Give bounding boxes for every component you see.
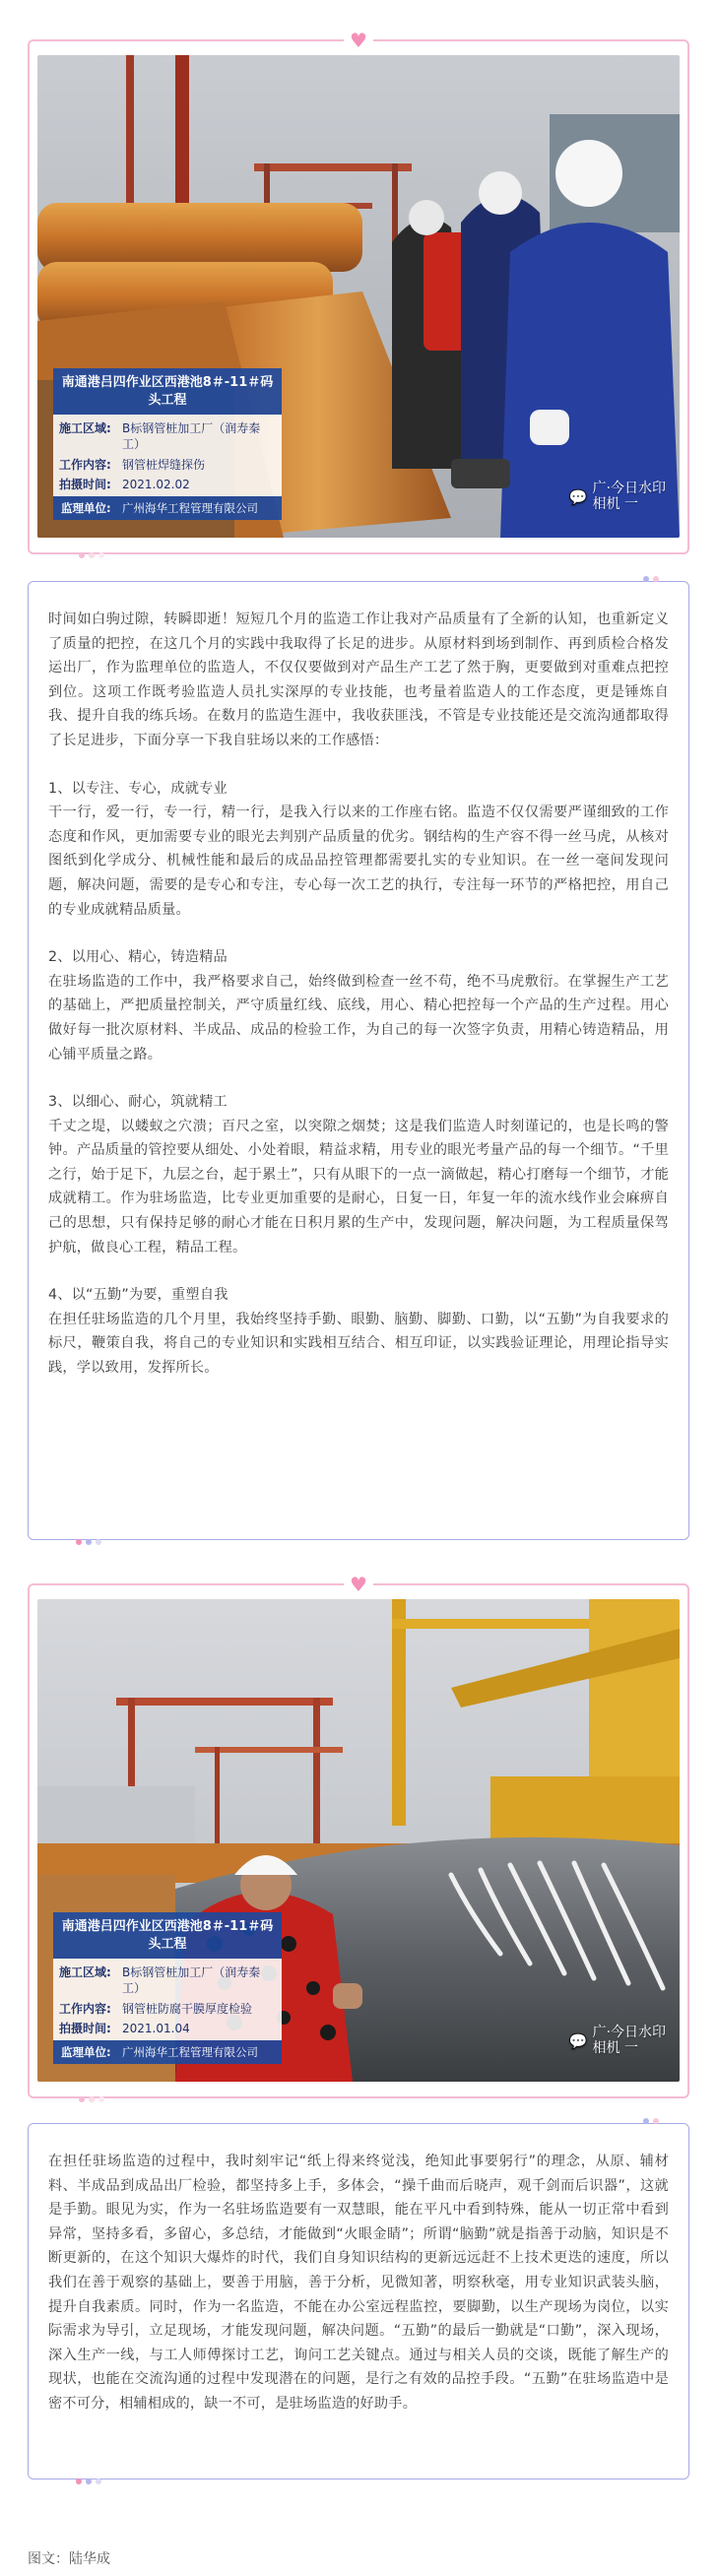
- section-body-4: 在担任驻场监造的几个月里，我始终坚持手勤、眼勤、脑勤、脚勤、口勤，以“五勤”为自我要求的标尺，鞭策自我，将自己的专业知识和实践相互结合、相互印证，以实践验证理论，用理论指导实践，学以致用，发挥所长。: [48, 1311, 669, 1377]
- caption-row-date: [59, 2019, 276, 2038]
- caption-row-area: [59, 419, 276, 454]
- section-heading-4: 4、以“五勤”为要，重塑自我: [48, 1287, 228, 1304]
- photo-weld-inspection: [37, 55, 680, 538]
- camera-watermark: [569, 2026, 666, 2056]
- caption-label: 工作内容:: [59, 457, 111, 472]
- photo-frame-2: [28, 1573, 689, 2098]
- decor-dots: [643, 576, 659, 582]
- caption-title: 南通港吕四作业区西港池8＃-11＃码头工程: [53, 368, 282, 415]
- section-body-2: 在驻场监造的工作中，我严格要求自己，始终做到检查一丝不苟，绝不马虎敷衍。在掌握生产工艺的基础上，严把质量控制关，严守质量红线、底线，用心、精心把控每一个产品的生产过程。用心做好每一批次原材料、半成品、成品的检验工作，为自己的每一次签字负责，用精心铸造精品，用心铺平质量之路。: [48, 973, 669, 1063]
- caption-row-area: [59, 1963, 276, 1998]
- intro-paragraph: 时间如白驹过隙，转瞬即逝！短短几个月的监造工作让我对产品质量有了全新的认知，也重新定义了质量的把控，在这几个月的实践中我取得了长足的进步。从原材料到场到制作、再到质检合格发运出厂，作为监理单位的监造人，不仅仅要做到对产品生产工艺了然于胸，更要做到对重难点把控到位。这项工作既考验监造人员扎实深厚的专业技能，也考量着监造人的工作态度，更是锤炼自我、提升自我的练兵场。在数月的监造生涯中，我收获匪浅，不管是专业技能还是交流沟通都取得了长足进步，下面分享一下我自驻场以来的工作感悟：: [48, 612, 669, 748]
- caption-row-task: [59, 1999, 276, 2019]
- decor-dots: [643, 2118, 659, 2124]
- decor-dots: [76, 2479, 101, 2484]
- article-section-1: [28, 581, 689, 1540]
- section-body-1: 干一行，爱一行，专一行，精一行，是我入行以来的工作座右铭。监造不仅仅需要严谨细致的工作态度和作风，更加需要专业的眼光去判别产品质量的优劣。钢结构的生产容不得一丝马虎，从核对图纸到化学成分、机械性能和最后的成品品控管理都需要扎实的专业知识。在一丝一毫间发现问题，解决问题，需要的是专心和专注，专心每一次工艺的执行，专注每一环节的严格把控，用自己的专业成就精品质量。: [48, 805, 669, 918]
- caption-label: 监理单位:: [61, 501, 111, 515]
- chat-bubble-icon: 💬: [568, 487, 588, 506]
- caption-title: 南通港吕四作业区西港池8＃-11＃码头工程: [53, 1912, 282, 1959]
- caption-value: B标钢管桩加工厂（润寿秦工）: [122, 1965, 261, 1996]
- section-body-3: 千丈之堤，以蝼蚁之穴溃；百尺之室，以突隙之烟焚；这是我们监造人时刻谨记的，也是长鸣的警钟。产品质量的管控要从细处、小处着眼，精益求精，用专业的眼光考量产品的每一个细节。“千里之行，始于足下，九层之台，起于累土”，只有从眼下的一点一滴做起，精心打磨每一个细节，才能成就精工。作为驻场监造，比专业更加重要的是耐心，日复一日，年复一年的流水线作业会麻痹自己的思想，只有保持足够的耐心才能在日积月累的生产中，发现问题，解决问题，为工程质量保驾护航，做良心工程，精品工程。: [48, 1118, 669, 1256]
- caption-value: 钢管桩焊缝探伤: [122, 457, 206, 472]
- decor-dots: [76, 1539, 101, 1545]
- section-heading-3: 3、以细心、耐心，筑就精工: [48, 1094, 228, 1111]
- caption-value: 2021.01.04: [122, 2021, 190, 2035]
- chat-bubble-icon: 💬: [568, 2031, 588, 2050]
- decor-dots: [79, 2096, 104, 2102]
- caption-label: 工作内容:: [59, 2001, 111, 2016]
- photo-coating-inspection: [37, 1599, 680, 2082]
- caption-label: 拍摄时间:: [59, 477, 111, 491]
- photo-caption-1: [53, 368, 282, 520]
- caption-value: 2021.02.02: [122, 477, 190, 491]
- five-diligence-paragraph: 在担任驻场监造的过程中，我时刻牢记“纸上得来终觉浅，绝知此事要躬行”的理念，从原、辅材料、半成品到成品出厂检验，都坚持多上手，多体会，“操千曲而后晓声，观千剑而后识器”，这就是手勤。眼见为实，作为一名驻场监造要有一双慧眼，能在平凡中看到特殊，能从一切正常中看到异常，坚持多看，多留心，多总结，才能做到“火眼金睛”；所谓“脑勤”就是指善于动脑，知识是不断更新的，在这个知识大爆炸的时代，我们自身知识结构的更新远远赶不上技术更迭的速度，所以我们在善于观察的基础上，要善于用脑，善于分析，见微知著，明察秋毫，用专业知识武装头脑，提升自我素质。同时，作为一名监造，不能在办公室远程监控，要脚勤，以生产现场为岗位，以实际需求为导引，立足现场，才能发现问题，解决问题。“五勤”的最后一勤就是“口勤”，深入现场，深入生产一线，与工人师傅探讨工艺，询问工艺关键点。通过与相关人员的交谈，既能了解生产的现状，也能在交流沟通的过程中发现潜在的问题，是行之有效的品控手段。“五勤”在驻场监造中是密不可分，相辅相成的，缺一不可，是驻场监造的好助手。: [48, 2154, 669, 2412]
- decor-dots: [79, 552, 104, 558]
- caption-row-date: [59, 475, 276, 494]
- caption-row-task: [59, 455, 276, 475]
- caption-value: 广州海华工程管理有限公司: [122, 2045, 258, 2059]
- caption-value: B标钢管桩加工厂（润寿秦工）: [122, 421, 261, 452]
- caption-label: 施工区域:: [59, 421, 111, 436]
- watermark-text: 广·今日水印 相机 一: [592, 481, 666, 512]
- camera-watermark: [569, 482, 666, 512]
- section-heading-2: 2、以用心、精心，铸造精品: [48, 949, 228, 966]
- author-credit: 图文：陆华成: [28, 2551, 110, 2567]
- article-section-2: [28, 2123, 689, 2479]
- caption-label: 监理单位:: [61, 2045, 111, 2059]
- caption-value: 钢管桩防腐干膜厚度检验: [122, 2001, 253, 2016]
- heart-icon: ♥: [344, 30, 373, 51]
- photo-frame-1: [28, 29, 689, 554]
- caption-supervisor: [53, 2040, 282, 2064]
- photo-caption-2: [53, 1912, 282, 2064]
- caption-label: 拍摄时间:: [59, 2021, 111, 2035]
- watermark-text: 广·今日水印 相机 一: [592, 2025, 666, 2056]
- caption-value: 广州海华工程管理有限公司: [122, 501, 258, 515]
- caption-supervisor: [53, 496, 282, 520]
- section-heading-1: 1、以专注、专心，成就专业: [48, 780, 228, 797]
- heart-icon: ♥: [344, 1574, 373, 1595]
- caption-label: 施工区域:: [59, 1965, 111, 1980]
